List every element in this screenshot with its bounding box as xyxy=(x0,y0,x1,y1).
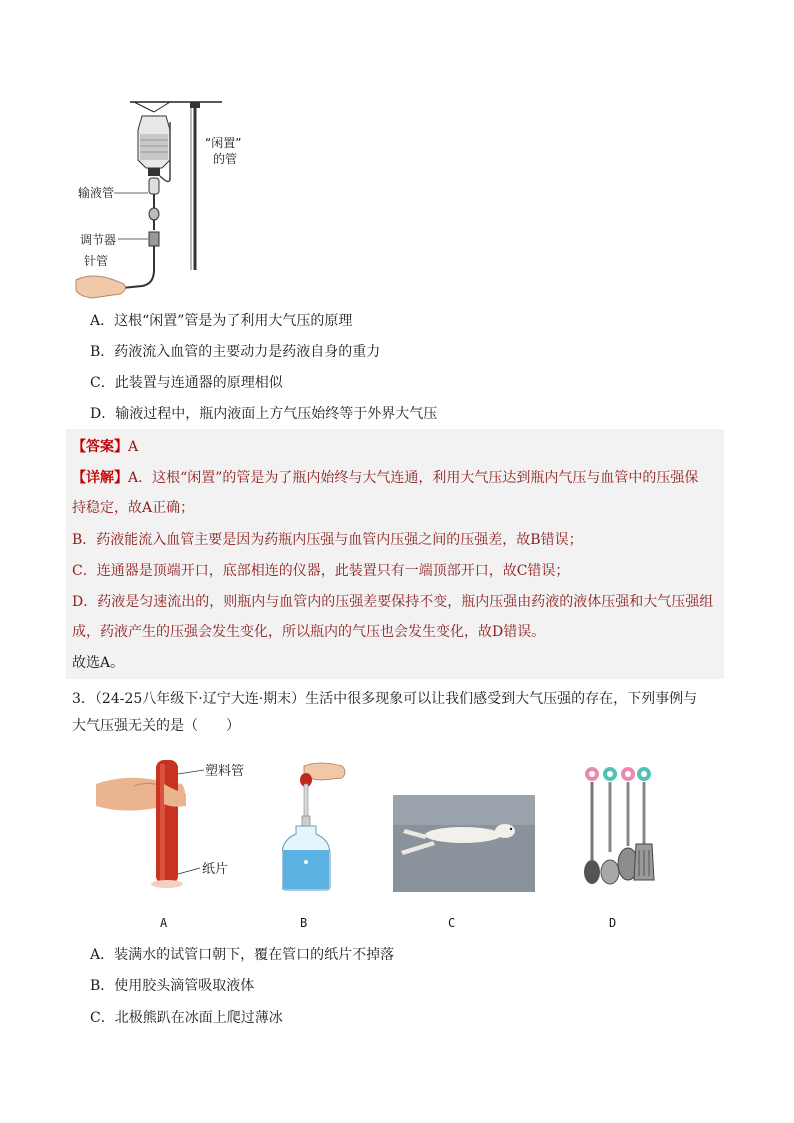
q3-stem-line1: 3．（24-25八年级下·辽宁大连·期末）生活中很多现象可以让我们感受到大气压强的存在，下列事例与 xyxy=(72,691,698,707)
q3-option-c: C．北极熊趴在冰面上爬过薄冰 xyxy=(90,1010,283,1026)
caption-d: D xyxy=(609,916,617,930)
detail-a-line2: 持稳定，故A正确； xyxy=(72,500,195,516)
detail-b: B．药液能流入血管主要是因为药瓶内压强与血管内压强之间的压强差，故B错误； xyxy=(72,532,583,548)
caption-a: A xyxy=(160,916,168,930)
label-idle-tube-line1: “闲置” xyxy=(205,136,242,150)
figure-d-suction-hooks xyxy=(578,764,662,892)
detail-c: C．连通器是顶端开口，底部相连的仪器，此装置只有一端顶部开口，故C错误； xyxy=(72,563,570,579)
figure-b-dropper xyxy=(282,758,352,892)
q2-option-a: A．这根“闲置”管是为了利用大气压的原理 xyxy=(90,313,353,329)
answer-tag: 【答案】 xyxy=(72,439,128,455)
caption-b: B xyxy=(300,916,308,930)
detail-d-line1: D．药液是匀速流出的，则瓶内与血管内的压强差要保持不变，瓶内压强由药液的液体压强和大气压强组 xyxy=(72,594,714,610)
label-regulator: 调节器 xyxy=(80,233,117,247)
label-infusion-tube: 输液管 xyxy=(78,186,115,200)
q3-stem-line2: 大气压强无关的是（ ） xyxy=(72,718,240,734)
label-paper: 纸片 xyxy=(202,862,229,877)
q3-option-a: A．装满水的试管口朝下，覆在管口的纸片不掉落 xyxy=(90,947,395,963)
conclusion: 故选A。 xyxy=(72,655,125,671)
q3-option-b: B．使用胶头滴管吸取液体 xyxy=(90,978,255,994)
detail-a-line1 xyxy=(72,468,698,488)
answer-line xyxy=(72,437,138,457)
label-needle: 针管 xyxy=(84,254,109,268)
q2-option-b: B．药液流入血管的主要动力是药液自身的重力 xyxy=(90,344,381,360)
figure-c-polar-bear xyxy=(393,795,535,892)
detail-a-text: A．这根“闲置”的管是为了瓶内始终与大气连通，利用大气压达到瓶内气压与血管中的压强保 xyxy=(128,470,699,486)
q2-option-d: D．输液过程中，瓶内液面上方气压始终等于外界大气压 xyxy=(90,406,438,422)
q2-option-c: C．此装置与连通器的原理相似 xyxy=(90,375,283,391)
answer-value: A xyxy=(128,439,139,455)
detail-d-line2: 成，药液产生的压强会发生变化，所以瓶内的气压也会发生变化，故D错误。 xyxy=(72,624,546,640)
label-idle-tube-line2: 的管 xyxy=(213,152,238,166)
caption-c: C xyxy=(448,916,456,930)
label-plastic-tube: 塑料管 xyxy=(205,764,245,779)
detail-tag: 【详解】 xyxy=(72,470,128,486)
